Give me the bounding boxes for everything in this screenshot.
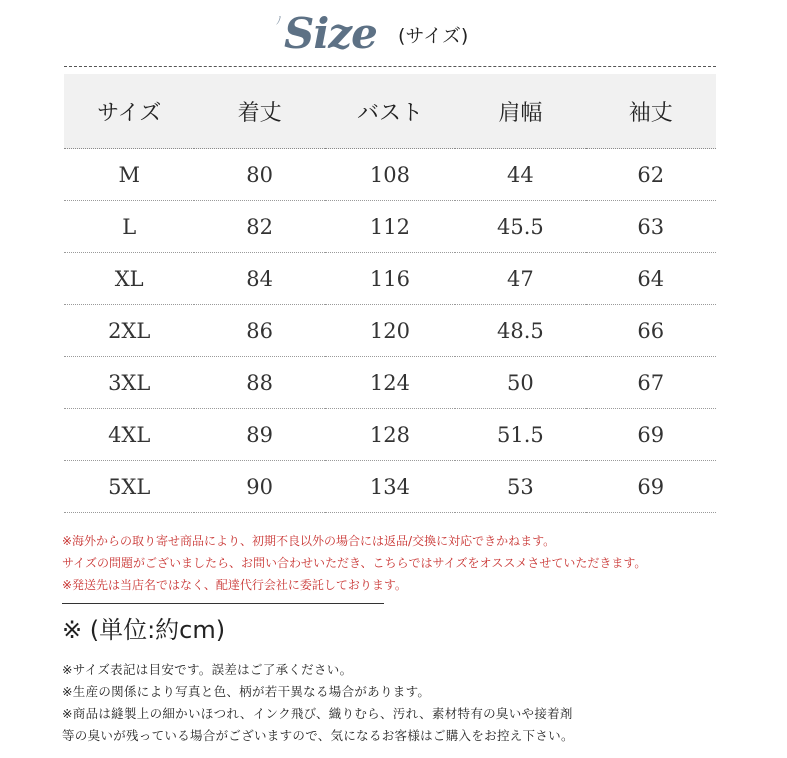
unit-label: ※ (単位:約cm) xyxy=(62,616,226,644)
disclaimer-line: 等の臭いが残っている場合がございますので、気になるお客様はご購入をお控え下さい。 xyxy=(62,728,574,743)
cell-sleeve: 66 xyxy=(586,305,716,357)
disclaimer-line: ※サイズ表記は目安です。誤差はご了承ください。 xyxy=(62,662,353,677)
cell-shoulder: 45.5 xyxy=(455,201,585,253)
cell-bust: 108 xyxy=(325,149,455,201)
cell-length: 90 xyxy=(194,461,324,513)
cell-shoulder: 48.5 xyxy=(455,305,585,357)
cell-size: 5XL xyxy=(64,461,194,513)
cell-size: L xyxy=(64,201,194,253)
cell-size: 4XL xyxy=(64,409,194,461)
disclaimer-line: ※商品は縫製上の細かいほつれ、インク飛び、織りむら、汚れ、素材特有の臭いや接着剤 xyxy=(62,706,573,721)
cell-size: M xyxy=(64,149,194,201)
cell-length: 86 xyxy=(194,305,324,357)
cell-length: 84 xyxy=(194,253,324,305)
notice-line: ※海外からの取り寄せ商品により、初期不良以外の場合には返品/交換に対応できかねます。 xyxy=(62,534,556,548)
table-header-row xyxy=(64,74,716,149)
cell-bust: 112 xyxy=(325,201,455,253)
header-size: サイズ xyxy=(64,74,194,149)
size-table xyxy=(64,74,716,513)
table-row xyxy=(64,201,716,253)
cell-length: 89 xyxy=(194,409,324,461)
cell-bust: 120 xyxy=(325,305,455,357)
cell-size: 2XL xyxy=(64,305,194,357)
header-length: 着丈 xyxy=(194,74,324,149)
header-sleeve: 袖丈 xyxy=(586,74,716,149)
cell-shoulder: 50 xyxy=(455,357,585,409)
table-row xyxy=(64,305,716,357)
size-title-subtitle: (サイズ) xyxy=(398,25,469,47)
cell-length: 88 xyxy=(194,357,324,409)
notice-line: サイズの問題がございましたら、お問い合わせいただき、こちらではサイズをオススメさせていただきます。 xyxy=(62,556,647,570)
disclaimer-line: ※生産の関係により写真と色、柄が若干異なる場合があります。 xyxy=(62,684,431,699)
table-row xyxy=(64,149,716,201)
cell-size: XL xyxy=(64,253,194,305)
cell-sleeve: 62 xyxy=(586,149,716,201)
disclaimer-block xyxy=(62,659,574,747)
cell-size: 3XL xyxy=(64,357,194,409)
cell-bust: 128 xyxy=(325,409,455,461)
notice-line: ※発送先は当店名ではなく、配達代行会社に委託しております。 xyxy=(62,578,407,592)
table-row xyxy=(64,357,716,409)
cell-bust: 124 xyxy=(325,357,455,409)
cell-shoulder: 51.5 xyxy=(455,409,585,461)
cell-length: 82 xyxy=(194,201,324,253)
header-shoulder: 肩幅 xyxy=(455,74,585,149)
cell-shoulder: 44 xyxy=(455,149,585,201)
sparkle-icon: ﾉ xyxy=(276,14,282,27)
cell-shoulder: 53 xyxy=(455,461,585,513)
cell-sleeve: 69 xyxy=(586,409,716,461)
header-bust: バスト xyxy=(325,74,455,149)
dashed-divider xyxy=(64,66,716,67)
table-row xyxy=(64,253,716,305)
cell-sleeve: 67 xyxy=(586,357,716,409)
cell-sleeve: 69 xyxy=(586,461,716,513)
size-title xyxy=(272,8,512,60)
cell-sleeve: 63 xyxy=(586,201,716,253)
size-title-text: Size xyxy=(284,9,377,58)
cell-length: 80 xyxy=(194,149,324,201)
cell-sleeve: 64 xyxy=(586,253,716,305)
red-notice-block xyxy=(62,530,646,596)
unit-divider xyxy=(62,603,384,604)
cell-bust: 134 xyxy=(325,461,455,513)
cell-bust: 116 xyxy=(325,253,455,305)
cell-shoulder: 47 xyxy=(455,253,585,305)
table-row xyxy=(64,461,716,513)
table-row xyxy=(64,409,716,461)
